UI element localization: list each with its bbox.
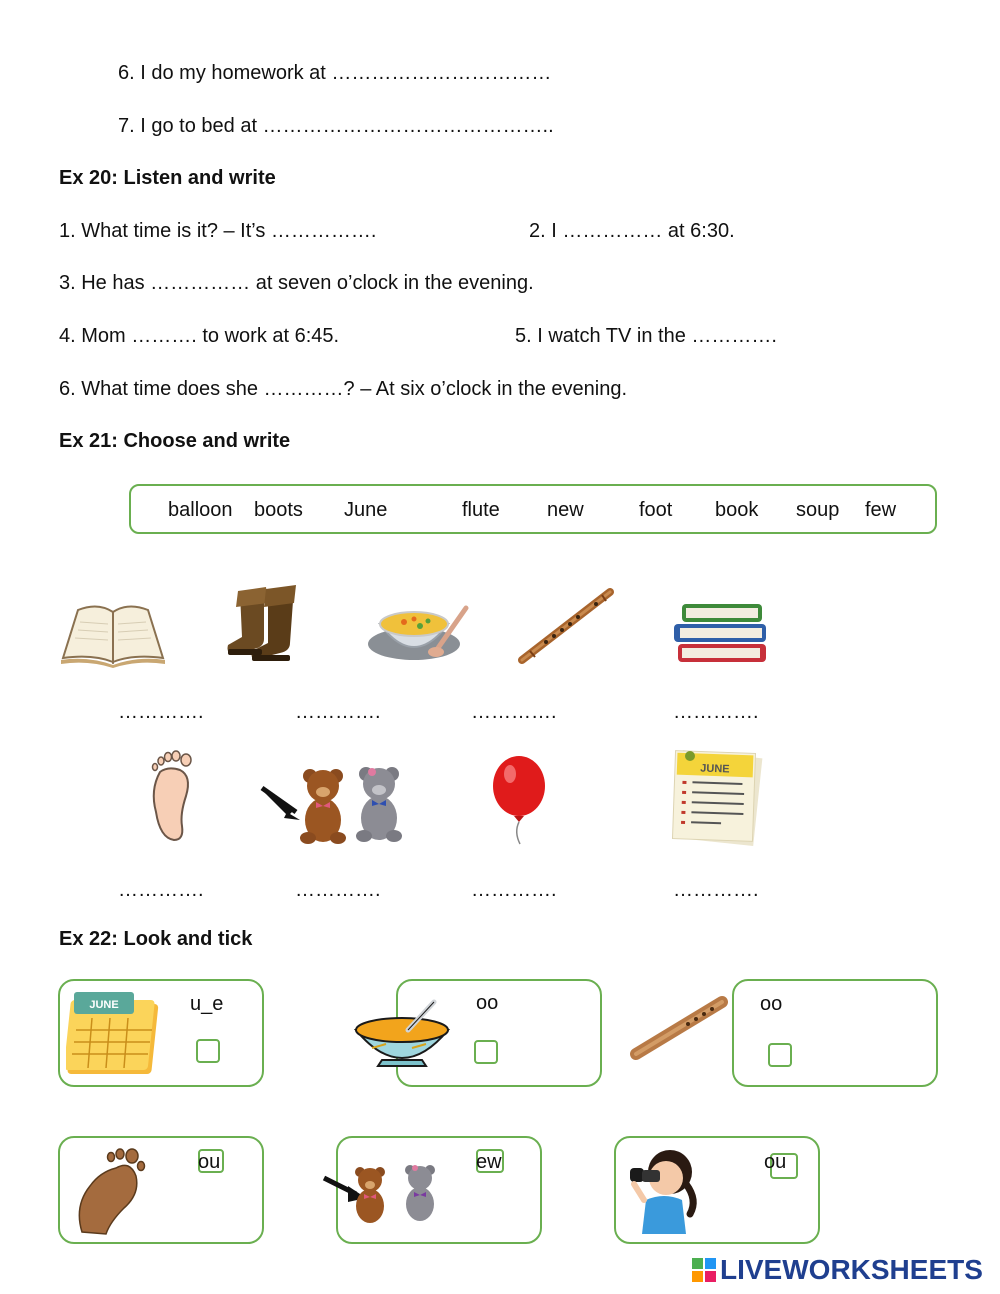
word-few: few bbox=[865, 499, 897, 521]
teddy-bears-icon bbox=[260, 762, 410, 846]
foot-tick-icon bbox=[70, 1146, 150, 1238]
blank-balloon[interactable]: …………. bbox=[471, 879, 557, 901]
label-u-e: u_e bbox=[190, 993, 224, 1015]
open-book-icon bbox=[58, 598, 168, 668]
tick-box-flute[interactable] bbox=[768, 1043, 792, 1067]
blank-soup[interactable]: …………. bbox=[471, 701, 557, 723]
blank-foot[interactable]: …………. bbox=[118, 879, 204, 901]
balloon-icon bbox=[490, 754, 548, 846]
blank-june[interactable]: …………. bbox=[673, 879, 759, 901]
soup-bowl-tick-icon bbox=[352, 996, 458, 1068]
ex21-title: Ex 21: Choose and write bbox=[59, 430, 291, 452]
tick-box-june[interactable] bbox=[196, 1039, 220, 1063]
ex20-q5[interactable]: 5. I watch TV in the …………. bbox=[515, 325, 777, 347]
word-balloon: balloon bbox=[168, 499, 233, 521]
june-calendar-icon bbox=[668, 748, 764, 846]
calendar-month-label: JUNE bbox=[700, 762, 730, 776]
blank-boots[interactable]: …………. bbox=[295, 701, 381, 723]
word-june: June bbox=[344, 499, 388, 521]
word-new: new bbox=[547, 499, 584, 521]
june-wall-calendar-icon bbox=[66, 990, 166, 1078]
books-stack-icon bbox=[672, 598, 772, 668]
label-oo-flute: oo bbox=[760, 993, 783, 1015]
word-foot: foot bbox=[639, 499, 673, 521]
homework-line: 6. I do my homework at …………………………… bbox=[118, 62, 552, 84]
blank-teddy[interactable]: …………. bbox=[295, 879, 381, 901]
flute-icon bbox=[516, 586, 616, 666]
word-boots: boots bbox=[254, 499, 303, 521]
ex20-q2[interactable]: 2. I …………… at 6:30. bbox=[529, 220, 735, 242]
boots-icon bbox=[224, 585, 304, 669]
word-soup: soup bbox=[796, 499, 840, 521]
ex20-q4[interactable]: 4. Mom ………. to work at 6:45. bbox=[59, 325, 340, 347]
ex20-q3[interactable]: 3. He has …………… at seven o’clock in the evening. bbox=[59, 272, 534, 294]
ex22-title: Ex 22: Look and tick bbox=[59, 928, 253, 950]
girl-binoculars-icon bbox=[624, 1144, 704, 1236]
word-flute: flute bbox=[462, 499, 500, 521]
logo-text: LIVEWORKSHEETS bbox=[720, 1254, 983, 1285]
flute-tick-icon bbox=[628, 994, 728, 1064]
word-bank bbox=[129, 484, 937, 534]
wall-calendar-month: JUNE bbox=[89, 999, 119, 1011]
soup-bowl-icon bbox=[366, 594, 470, 664]
label-oo-soup: oo bbox=[476, 992, 499, 1014]
blank-book[interactable]: …………. bbox=[118, 701, 204, 723]
foot-icon bbox=[146, 750, 194, 842]
logo-mark-icon bbox=[692, 1258, 716, 1282]
bed-line: 7. I go to bed at …………………………………….. bbox=[118, 115, 554, 137]
ex20-q1[interactable]: 1. What time is it? – It’s ……………. bbox=[59, 220, 377, 242]
liveworksheets-logo bbox=[692, 1254, 983, 1286]
label-ou-girl: ou bbox=[764, 1151, 787, 1173]
ex20-title: Ex 20: Listen and write bbox=[59, 167, 276, 189]
tick-box-soup[interactable] bbox=[474, 1040, 498, 1064]
label-ew: ew bbox=[476, 1151, 502, 1173]
label-ou-foot: ou bbox=[198, 1151, 221, 1173]
word-book: book bbox=[715, 499, 759, 521]
blank-books[interactable]: …………. bbox=[673, 701, 759, 723]
ex20-q6[interactable]: 6. What time does she …………? – At six o’clock in the evening. bbox=[59, 378, 628, 400]
teddy-bears-tick-icon bbox=[322, 1160, 446, 1228]
